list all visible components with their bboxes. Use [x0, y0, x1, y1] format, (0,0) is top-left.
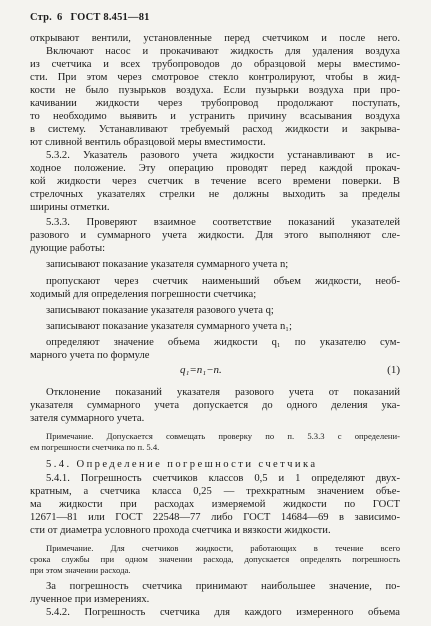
text-line: ходное положение. Эту операцию проводят перед каждой прокач-	[30, 163, 400, 174]
page-label: Стр.	[30, 12, 52, 23]
text-line: кратным, а счетчика класса 0,25 — трехкратным значением объе-	[30, 486, 400, 497]
text-line: зателя суммарного учета.	[30, 413, 145, 424]
text-line: 5.3.3. Проверяют взаимное соответствие показаний указателей	[46, 217, 400, 228]
text-line: кости не было пузырьков воздуха. Если пузырьки воздуха при про-	[30, 85, 400, 96]
text-line: сти от диаметра условного прохода счетчика и вязкости жидкости.	[30, 525, 331, 536]
text-line: из счетчика и всех трубопроводов до образцовой меры вместимо-	[30, 59, 400, 70]
standard-code: ГОСТ 8.451—81	[70, 12, 150, 23]
text-line: записывают показание указателя суммарного учета n₁;	[46, 321, 292, 332]
text-line: лученное при измерениях.	[30, 594, 150, 605]
text-line: указателя суммарного учета допускается до одного деления ука-	[30, 400, 400, 411]
text-line: разового и суммарного учета жидкости. Для этого выполняют сле-	[30, 230, 400, 241]
text-line: кой жидкости через счетчик в течение всего времени поверки. В	[30, 176, 400, 187]
page-number: 6	[57, 12, 63, 23]
formula-expression: q₁=n₁−n.	[180, 364, 222, 376]
text-line: дующие работы:	[30, 243, 106, 254]
text-line: марного учета по формуле	[30, 350, 150, 361]
text-line: 5.4.2. Погрешность счетчика для каждого измеренного объема	[46, 607, 400, 618]
text-line: ходимый для определения погрешности счетчика;	[30, 289, 257, 300]
section-title: 5.4. Определение погрешности счетчика	[46, 459, 318, 470]
text-line: ма жидкости при расходах измеряемой жидкости по ГОСТ	[30, 499, 400, 510]
text-line: в систему. Устанавливают требуемый расход жидкости и закрыва-	[30, 124, 400, 135]
text-line: пропускают через счетчик наименьший объем жидкости, необ-	[46, 276, 400, 287]
text-line: 5.4.1. Погрешность счетчиков классов 0,5 и 1 определяют двух-	[46, 473, 400, 484]
note-line: при этом значении расхода.	[30, 565, 131, 575]
text-line: Включают насос и прокачивают жидкость для удаления воздуха	[46, 46, 400, 57]
note-line: Примечание. Для счетчиков жидкости, работающих в течение всего	[46, 543, 400, 553]
text-line: Отклонение показаний указателя разового учета от показаний	[46, 387, 400, 398]
text-line: записывают показание указателя разового учета q;	[46, 305, 274, 316]
text-line: ширины отметки.	[30, 202, 110, 213]
note-line: Примечание. Допускается совмещать проверку по п. 5.3.3 с определени-	[46, 431, 400, 441]
note-line: ем погрешности счетчика по п. 5.4.	[30, 442, 160, 452]
text-line: 12671—81 или ГОСТ 22548—77 либо ГОСТ 14684—69 в зависимо-	[30, 512, 400, 523]
text-line: определяют значение объема жидкости q₁ по указателю сум-	[46, 337, 400, 348]
text-line: ют сливной вентиль образцовой меры вместимости.	[30, 137, 266, 148]
note-line: срока службы при одном значении расхода, допускается определять погрешность	[30, 554, 400, 564]
formula-number: (1)	[387, 364, 400, 376]
text-line: сти. При этом через смотровое стекло контролируют, чтобы в жид-	[30, 72, 400, 83]
text-line: качивании жидкости через трубопровод продолжают поступать,	[30, 98, 400, 109]
text-line: 5.3.2. Указатель разового учета жидкости устанавливают в ис-	[46, 150, 400, 161]
text-line: стрелочных указателях стрелки не должны выходить за пределы	[30, 189, 400, 200]
page-header	[30, 12, 150, 23]
text-line: то необходимо выявить и устранить причину всасывания воздуха	[30, 111, 400, 122]
text-line: За погрешность счетчика принимают наибольшее значение, по-	[46, 581, 400, 592]
text-line: записывают показание указателя суммарного учета n;	[46, 259, 289, 270]
text-line: открывают вентили, установленные перед счетчиком и после него.	[30, 33, 400, 44]
